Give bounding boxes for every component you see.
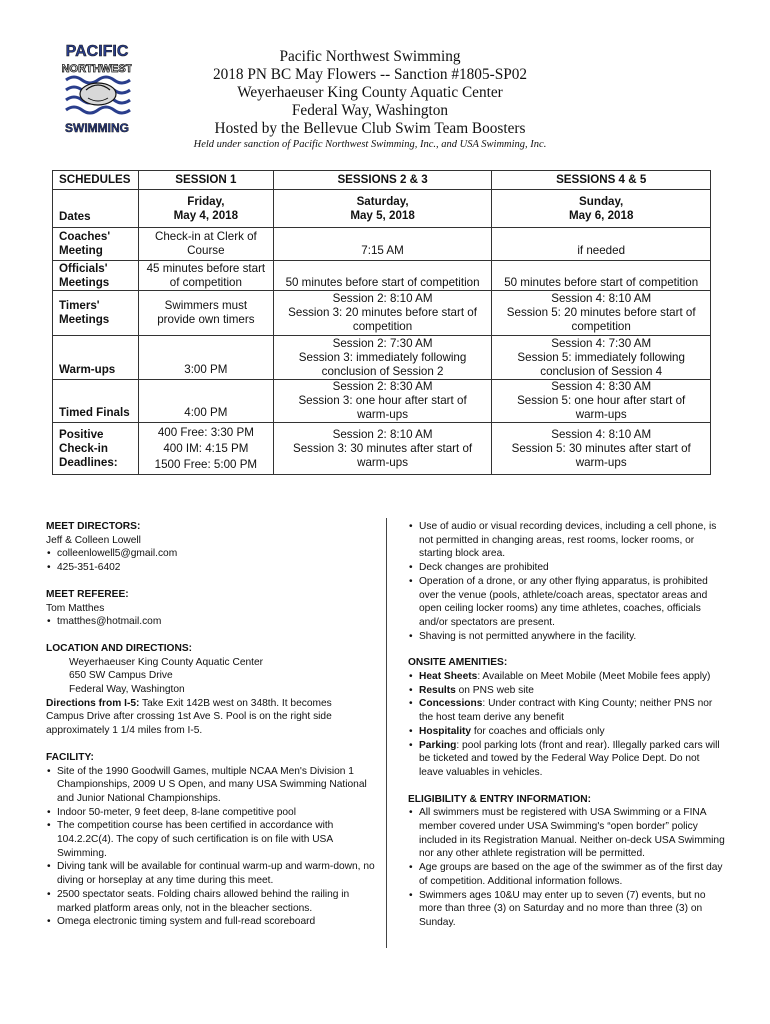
facility-list xyxy=(46,765,376,929)
location-line-1: Weyerhaeuser King County Aquatic Center xyxy=(69,656,264,668)
timers-sessions-4-5: Session 4: 8:10 AM Session 5: 20 minutes before start of competition xyxy=(492,291,711,336)
column-divider xyxy=(386,518,387,948)
amenity-heat-sheets: • Heat Sheets: Available on Meet Mobile (Meet Mobile fees apply) xyxy=(419,670,726,684)
sanction-note: Held under sanction of Pacific Northwest Swimming, Inc., and USA Swimming, Inc. xyxy=(193,139,547,150)
header-line-host: Hosted by the Bellevue Club Swim Team Boosters xyxy=(214,120,526,137)
amenities-list xyxy=(408,670,726,780)
onsite-amenities-heading: ONSITE AMENITIES: xyxy=(408,657,508,669)
directions-line-2: Campus Drive after crossing 1st Ave S. Pool is on the right side xyxy=(46,711,332,723)
right-column xyxy=(408,520,726,930)
warmups-sessions-2-3: Session 2: 7:30 AM Session 3: immediately following conclusion of Session 2 xyxy=(273,336,492,380)
meet-header xyxy=(150,48,590,138)
row-officials-meetings xyxy=(53,261,711,291)
rule-item: • Use of audio or visual recording devices, including a cell phone, is not permitted in changing areas, rest rooms, locker rooms, or starting block area. xyxy=(419,520,726,561)
checkin-sessions-4-5: Session 4: 8:10 AM Session 5: 30 minutes after start of warm-ups xyxy=(492,423,711,475)
row-dates xyxy=(53,190,711,228)
pacific-northwest-swimming-logo xyxy=(62,40,132,144)
header-schedules: SCHEDULES xyxy=(53,171,139,190)
facility-item: • Indoor 50-meter, 9 feet deep, 8-lane competitive pool xyxy=(57,806,376,820)
amenity-concessions: • Concessions: Under contract with King County; neither PNS nor the host team derive any benefit xyxy=(419,697,726,724)
facility-heading: FACILITY: xyxy=(46,751,94,763)
label-dates: Dates xyxy=(53,190,139,228)
eligibility-item: • All swimmers must be registered with USA Swimming or a FINA member covered under USA Swimming's “open border” policy included in its Registration Manual. Neither on-deck USA Swimming nor any other athlete registration will be permitted. xyxy=(419,806,726,861)
timers-sessions-2-3: Session 2: 8:10 AM Session 3: 20 minutes before start of competition xyxy=(273,291,492,336)
header-line-city: Federal Way, Washington xyxy=(291,102,449,119)
checkin-sessions-2-3: Session 2: 8:10 AM Session 3: 30 minutes after start of warm-ups xyxy=(273,423,492,475)
warmups-sessions-4-5: Session 4: 7:30 AM Session 5: immediately following conclusion of Session 4 xyxy=(492,336,711,380)
amenity-parking: • Parking: pool parking lots (front and rear). Illegally parked cars will be ticketed and towed by the Federal Way Police Dept. Do not leave valuables in vehicles. xyxy=(419,739,726,780)
row-warm-ups xyxy=(53,336,711,380)
header-sessions-2-3: SESSIONS 2 & 3 xyxy=(273,171,492,190)
finals-sessions-2-3: Session 2: 8:30 AM Session 3: one hour after start of warm-ups xyxy=(273,380,492,423)
amenity-results: • Results on PNS web site xyxy=(419,684,726,698)
coaches-session-1: Check-in at Clerk of Course xyxy=(138,228,273,261)
facility-item: • Diving tank will be available for continual warm-up and warm-down, no diving or horseplay at any time during this meet. xyxy=(57,860,376,887)
date-sessions-4-5: Sunday, May 6, 2018 xyxy=(492,190,711,228)
coaches-sessions-2-3: 7:15 AM xyxy=(273,228,492,261)
meet-referee-name: Tom Matthes xyxy=(46,602,105,614)
row-positive-checkin xyxy=(53,423,711,475)
logo-line2: NORTHWEST xyxy=(62,63,132,75)
directions-label: Directions from I-5: xyxy=(46,697,140,709)
facility-item: • Omega electronic timing system and full-read scoreboard xyxy=(57,915,376,929)
checkin-session-1: 400 Free: 3:30 PM 400 IM: 4:15 PM 1500 Free: 5:00 PM xyxy=(138,423,273,475)
header-line-meet: 2018 PN BC May Flowers -- Sanction #1805-SP02 xyxy=(212,66,528,83)
schedule-table xyxy=(52,170,711,475)
location-line-2: 650 SW Campus Drive xyxy=(69,670,173,682)
meet-referee-contacts xyxy=(46,615,376,629)
label-positive-checkin: Positive Check-in Deadlines: xyxy=(53,423,139,475)
header-session-1: SESSION 1 xyxy=(138,171,273,190)
schedule-header-row xyxy=(53,171,711,190)
warmups-session-1: 3:00 PM xyxy=(138,336,273,380)
amenity-hospitality: • Hospitality for coaches and officials only xyxy=(419,725,726,739)
label-timed-finals: Timed Finals xyxy=(53,380,139,423)
meet-directors-heading: MEET DIRECTORS: xyxy=(46,521,141,532)
meet-directors-names: Jeff & Colleen Lowell xyxy=(46,534,141,546)
location-heading: LOCATION AND DIRECTIONS: xyxy=(46,642,193,654)
label-officials-meetings: Officials' Meetings xyxy=(53,261,139,291)
row-timed-finals xyxy=(53,380,711,423)
eligibility-item: • Age groups are based on the age of the swimmer as of the first day of competition. Additional information follows. xyxy=(419,861,726,888)
header-line-org: Pacific Northwest Swimming xyxy=(279,48,461,65)
facility-item: • 2500 spectator seats. Folding chairs allowed behind the railing in marked platform areas only, not in the bleacher sections. xyxy=(57,888,376,915)
facility-item: • The competition course has been certified in accordance with 104.2.2C(4). The copy of such certification is on file with USA Swimming. xyxy=(57,819,376,860)
coaches-sessions-4-5: if needed xyxy=(492,228,711,261)
officials-sessions-4-5: 50 minutes before start of competition xyxy=(492,261,711,291)
finals-sessions-4-5: Session 4: 8:30 AM Session 5: one hour after start of warm-ups xyxy=(492,380,711,423)
directions-line-3: approximately 1 1/4 miles from I-5. xyxy=(46,725,203,737)
directors-email[interactable]: • colleenlowell5@gmail.com xyxy=(57,547,376,561)
eligibility-list xyxy=(408,806,726,929)
eligibility-item: • Swimmers ages 10&U may enter up to seven (7) events, but no more than three (3) on Saturday and no more than three (3) on Sunday. xyxy=(419,889,726,930)
row-coaches-meeting xyxy=(53,228,711,261)
logo-line1: PACIFIC xyxy=(65,43,129,60)
label-coaches-meeting: Coaches' Meeting xyxy=(53,228,139,261)
finals-session-1: 4:00 PM xyxy=(138,380,273,423)
header-sessions-4-5: SESSIONS 4 & 5 xyxy=(492,171,711,190)
date-sessions-2-3: Saturday, May 5, 2018 xyxy=(273,190,492,228)
row-timers-meetings xyxy=(53,291,711,336)
directions-line-1 xyxy=(46,697,376,711)
directors-phone: • 425-351-6402 xyxy=(57,561,376,575)
meet-directors-contacts xyxy=(46,547,376,574)
rule-item: • Deck changes are prohibited xyxy=(419,561,726,575)
referee-email[interactable]: • tmatthes@hotmail.com xyxy=(57,615,376,629)
label-warm-ups: Warm-ups xyxy=(53,336,139,380)
officials-sessions-2-3: 50 minutes before start of competition xyxy=(273,261,492,291)
label-timers-meetings: Timers' Meetings xyxy=(53,291,139,336)
officials-session-1: 45 minutes before start of competition xyxy=(138,261,273,291)
facility-item: • Site of the 1990 Goodwill Games, multiple NCAA Men's Division 1 Championships, 2009 U S Open, and many USA Swimming National and Junior National Championships. xyxy=(57,765,376,806)
timers-session-1: Swimmers must provide own timers xyxy=(138,291,273,336)
rule-item: • Shaving is not permitted anywhere in the facility. xyxy=(419,630,726,644)
left-column xyxy=(46,520,376,929)
facility-rules-list xyxy=(408,520,726,643)
header-line-venue: Weyerhaeuser King County Aquatic Center xyxy=(237,84,503,101)
date-session-1: Friday, May 4, 2018 xyxy=(138,190,273,228)
eligibility-heading: ELIGIBILITY & ENTRY INFORMATION: xyxy=(408,793,591,805)
logo-line3: SWIMMING xyxy=(65,121,129,135)
location-line-3: Federal Way, Washington xyxy=(69,684,185,696)
rule-item: • Operation of a drone, or any other flying apparatus, is prohibited over the venue (pools, athlete/coach areas, spectator areas and open ceiling locker rooms) any time athletes, coaches, officials and/or spectators are present. xyxy=(419,575,726,630)
meet-referee-heading: MEET REFEREE: xyxy=(46,588,129,600)
directions-text-1: Take Exit 142B west on 348th. It becomes xyxy=(139,697,332,709)
